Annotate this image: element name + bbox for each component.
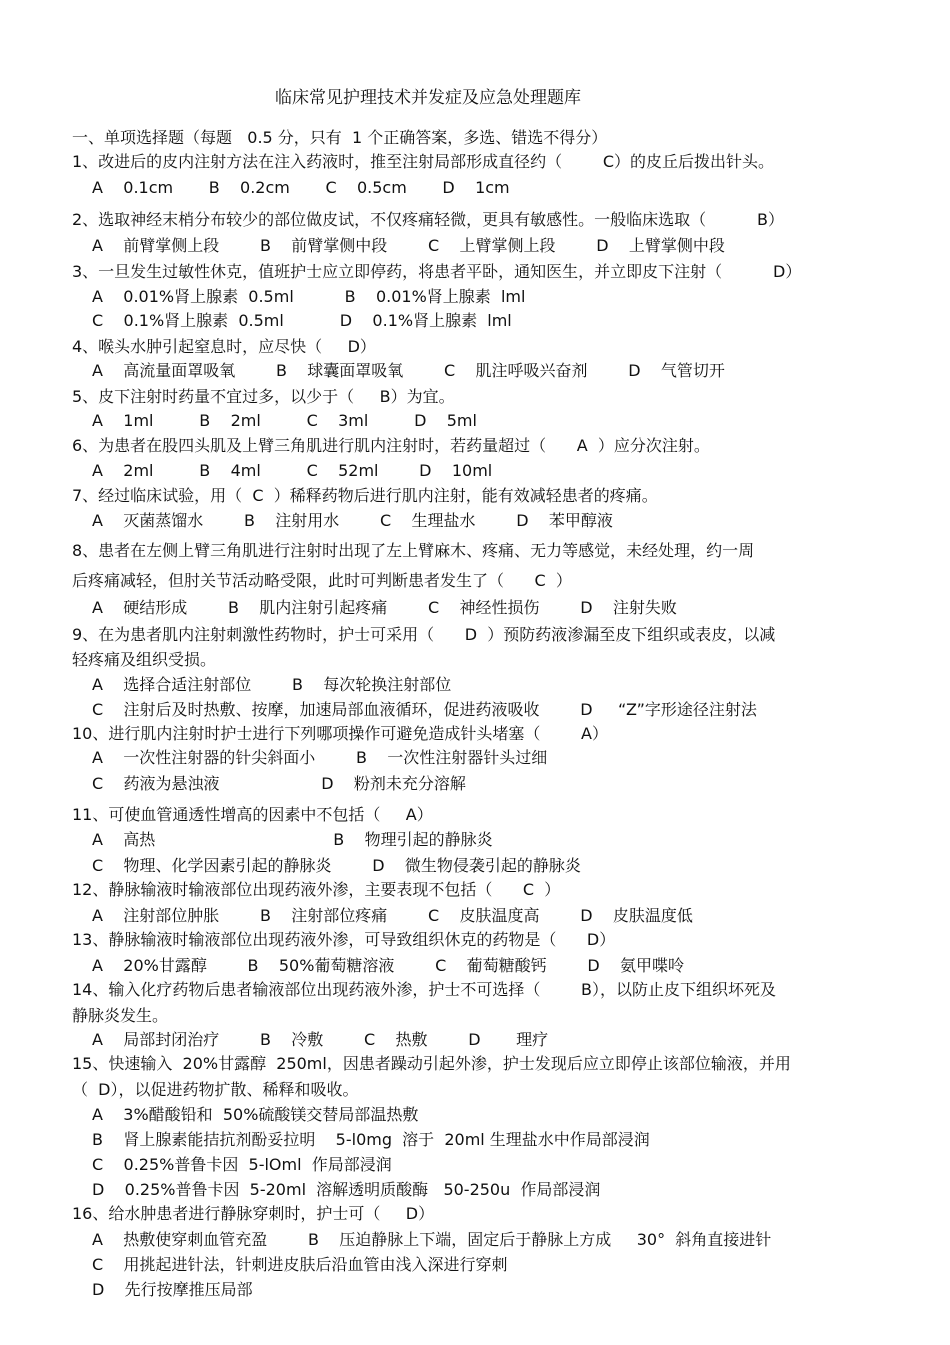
question-line: 15、快速输入 20%甘露醇 250ml，因患者躁动引起外渗，护士发现后应立即停止该部位输液，并用 — [72, 1054, 791, 1073]
question-line: 8、患者在左侧上臂三角肌进行注射时出现了左上臂麻木、疼痛、无力等感觉，未经处理，约一周 — [72, 541, 755, 560]
question-line: 11、可使血管通透性增高的因素中不包括（ A） — [72, 805, 433, 824]
question-line: 静脉炎发生。 — [72, 1006, 169, 1025]
option-line: A 热敷使穿刺血管充盈 B 压迫静脉上下端，固定后于静脉上方成 30° 斜角直接进针 — [92, 1230, 772, 1249]
option-line: C 用挑起进针法，针刺进皮肤后沿血管由浅入深进行穿刺 — [92, 1255, 508, 1274]
question-line: 轻疼痛及组织受损。 — [72, 650, 217, 669]
option-line: A 注射部位肿胀 B 注射部位疼痛 C 皮肤温度高 D 皮肤温度低 — [92, 906, 693, 925]
option-line: C 药液为悬浊液 D 粉剂未充分溶解 — [92, 774, 466, 793]
option-line: A 灭菌蒸馏水 B 注射用水 C 生理盐水 D 苯甲醇液 — [92, 511, 613, 530]
option-line: D 0.25%普鲁卡因 5-20ml 溶解透明质酸酶 50-250u 作局部浸润 — [92, 1180, 601, 1199]
option-line: A 0.1cm B 0.2cm C 0.5cm D 1cm — [92, 178, 510, 197]
option-line: C 注射后及时热敷、按摩，加速局部血液循环，促进药液吸收 D “Z”字形途径注射法 — [92, 700, 757, 719]
page-title: 临床常见护理技术并发症及应急处理题库 — [275, 88, 581, 108]
option-line: C 0.25%普鲁卡因 5-lOml 作局部浸润 — [92, 1155, 392, 1174]
option-line: A 前臂掌侧上段 B 前臂掌侧中段 C 上臂掌侧上段 D 上臂掌侧中段 — [92, 236, 725, 255]
question-line: 6、为患者在股四头肌及上臂三角肌进行肌内注射时，若药量超过（ A ）应分次注射。 — [72, 436, 710, 455]
question-line: 14、输入化疗药物后患者输液部位出现药液外渗，护士不可选择（ B），以防止皮下组织坏死及 — [72, 980, 777, 999]
option-line: C 物理、化学因素引起的静脉炎 D 微生物侵袭引起的静脉炎 — [92, 856, 581, 875]
question-line: 7、经过临床试验，用（ C ）稀释药物后进行肌内注射，能有效减轻患者的疼痛。 — [72, 486, 658, 505]
option-line: A 0.01%肾上腺素 0.5ml B 0.01%肾上腺素 lml — [92, 287, 526, 306]
option-line: A 3%醋酸铅和 50%硫酸镁交替局部温热敷 — [92, 1105, 419, 1124]
option-line: A 高热 B 物理引起的静脉炎 — [92, 830, 493, 849]
question-line: 5、皮下注射时药量不宜过多，以少于（ B）为宜。 — [72, 387, 455, 406]
question-line: 13、静脉输液时输液部位出现药液外渗，可导致组织休克的药物是（ D） — [72, 930, 616, 949]
question-line: （ D），以促进药物扩散、稀释和吸收。 — [72, 1080, 359, 1099]
question-line: 1、改进后的皮内注射方法在注入药液时，推至注射局部形成直径约（ C）的皮丘后拨出针头。 — [72, 152, 775, 171]
question-line: 10、进行肌内注射时护士进行下列哪项操作可避免造成针头堵塞（ A） — [72, 724, 608, 743]
option-line: A 局部封闭治疗 B 冷敷 C 热敷 D 理疗 — [92, 1030, 549, 1049]
option-line: A 硬结形成 B 肌内注射引起疼痛 C 神经性损伤 D 注射失败 — [92, 598, 677, 617]
question-line: 后疼痛减轻，但肘关节活动略受限，此时可判断患者发生了（ C ） — [72, 571, 572, 590]
option-line: B 肾上腺素能拮抗剂酚妥拉明 5-l0mg 溶于 20ml 生理盐水中作局部浸润 — [92, 1130, 650, 1149]
option-line: A 一次性注射器的针尖斜面小 B 一次性注射器针头过细 — [92, 748, 548, 767]
option-line: D 先行按摩推压局部 — [92, 1280, 253, 1299]
option-line: A 20%甘露醇 B 50%葡萄糖溶液 C 葡萄糖酸钙 D 氨甲喋呤 — [92, 956, 684, 975]
question-line: 12、静脉输液时输液部位出现药液外渗，主要表现不包括（ C ） — [72, 880, 561, 899]
section-heading: 一、单项选择题（每题 0.5 分，只有 1 个正确答案，多选、错选不得分） — [72, 128, 608, 147]
option-line: A 2ml B 4ml C 52ml D 10ml — [92, 461, 493, 480]
option-line: A 选择合适注射部位 B 每次轮换注射部位 — [92, 675, 452, 694]
option-line: A 高流量面罩吸氧 B 球囊面罩吸氧 C 肌注呼吸兴奋剂 D 气管切开 — [92, 361, 725, 380]
question-line: 2、选取神经末梢分布较少的部位做皮试，不仅疼痛轻微，更具有敏感性。一般临床选取（ B） — [72, 210, 785, 229]
question-line: 16、给水肿患者进行静脉穿刺时，护士可（ D） — [72, 1204, 435, 1223]
option-line: A 1ml B 2ml C 3ml D 5ml — [92, 411, 477, 430]
question-line: 4、喉头水肿引起窒息时，应尽快（ D） — [72, 337, 376, 356]
option-line: C 0.1%肾上腺素 0.5ml D 0.1%肾上腺素 lml — [92, 311, 512, 330]
question-line: 3、一旦发生过敏性休克，值班护士应立即停药，将患者平卧，通知医生，并立即皮下注射（ D） — [72, 262, 802, 281]
question-line: 9、在为患者肌内注射刺激性药物时，护士可采用（ D ）预防药液渗漏至皮下组织或表皮，以减 — [72, 625, 776, 644]
